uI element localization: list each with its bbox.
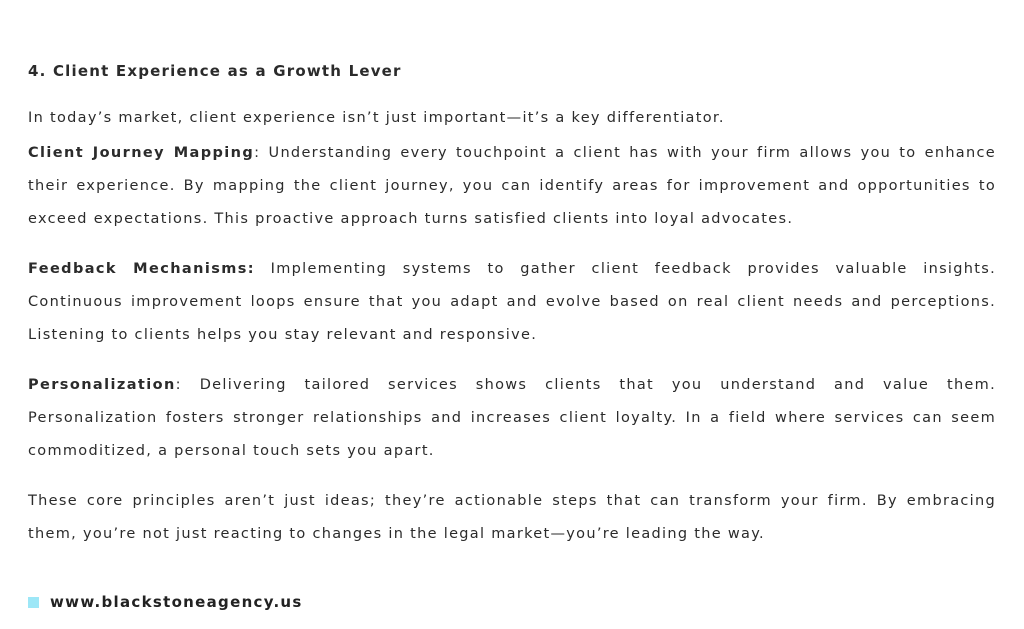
point-term: Feedback Mechanisms: <box>28 261 255 277</box>
square-bullet-icon <box>28 597 39 608</box>
point-text: Delivering tailored services shows clients that you understand and value them. Personalization fosters stronger relationships and increases client loyalty. In a field where services can seem commoditized, a personal touch sets you apart. <box>28 377 996 459</box>
point-separator: : <box>175 377 200 393</box>
point-separator <box>255 261 271 277</box>
website-link[interactable]: www.blackstoneagency.us <box>50 593 303 611</box>
point-text: Implementing systems to gather client feedback provides valuable insights. Continuous improvement loops ensure that you adapt and evolve based on real client needs and perceptions. Listening to clients helps you stay relevant and responsive. <box>28 261 996 343</box>
footer <box>28 593 303 611</box>
point-feedback-mechanisms <box>28 253 996 352</box>
point-personalization <box>28 369 996 468</box>
point-client-journey-mapping <box>28 137 996 236</box>
point-term: Personalization <box>28 377 176 393</box>
point-text: Understanding every touchpoint a client has with your firm allows you to enhance their experience. By mapping the client journey, you can identify areas for improvement and opportunities to exceed expectations. This proactive approach turns satisfied clients into loyal advocates. <box>28 145 996 227</box>
intro-paragraph: In today’s market, client experience isn’t just important—it’s a key differentiator. <box>28 110 725 126</box>
point-term: Client Journey Mapping <box>28 145 255 161</box>
point-separator: : <box>254 145 269 161</box>
document-body <box>28 60 996 551</box>
closing-paragraph: These core principles aren’t just ideas; they’re actionable steps that can transform your firm. By embracing them, you’re not just reacting to changes in the legal market—you’re leading the way. <box>28 493 996 542</box>
section-heading: 4. Client Experience as a Growth Lever <box>28 62 402 80</box>
